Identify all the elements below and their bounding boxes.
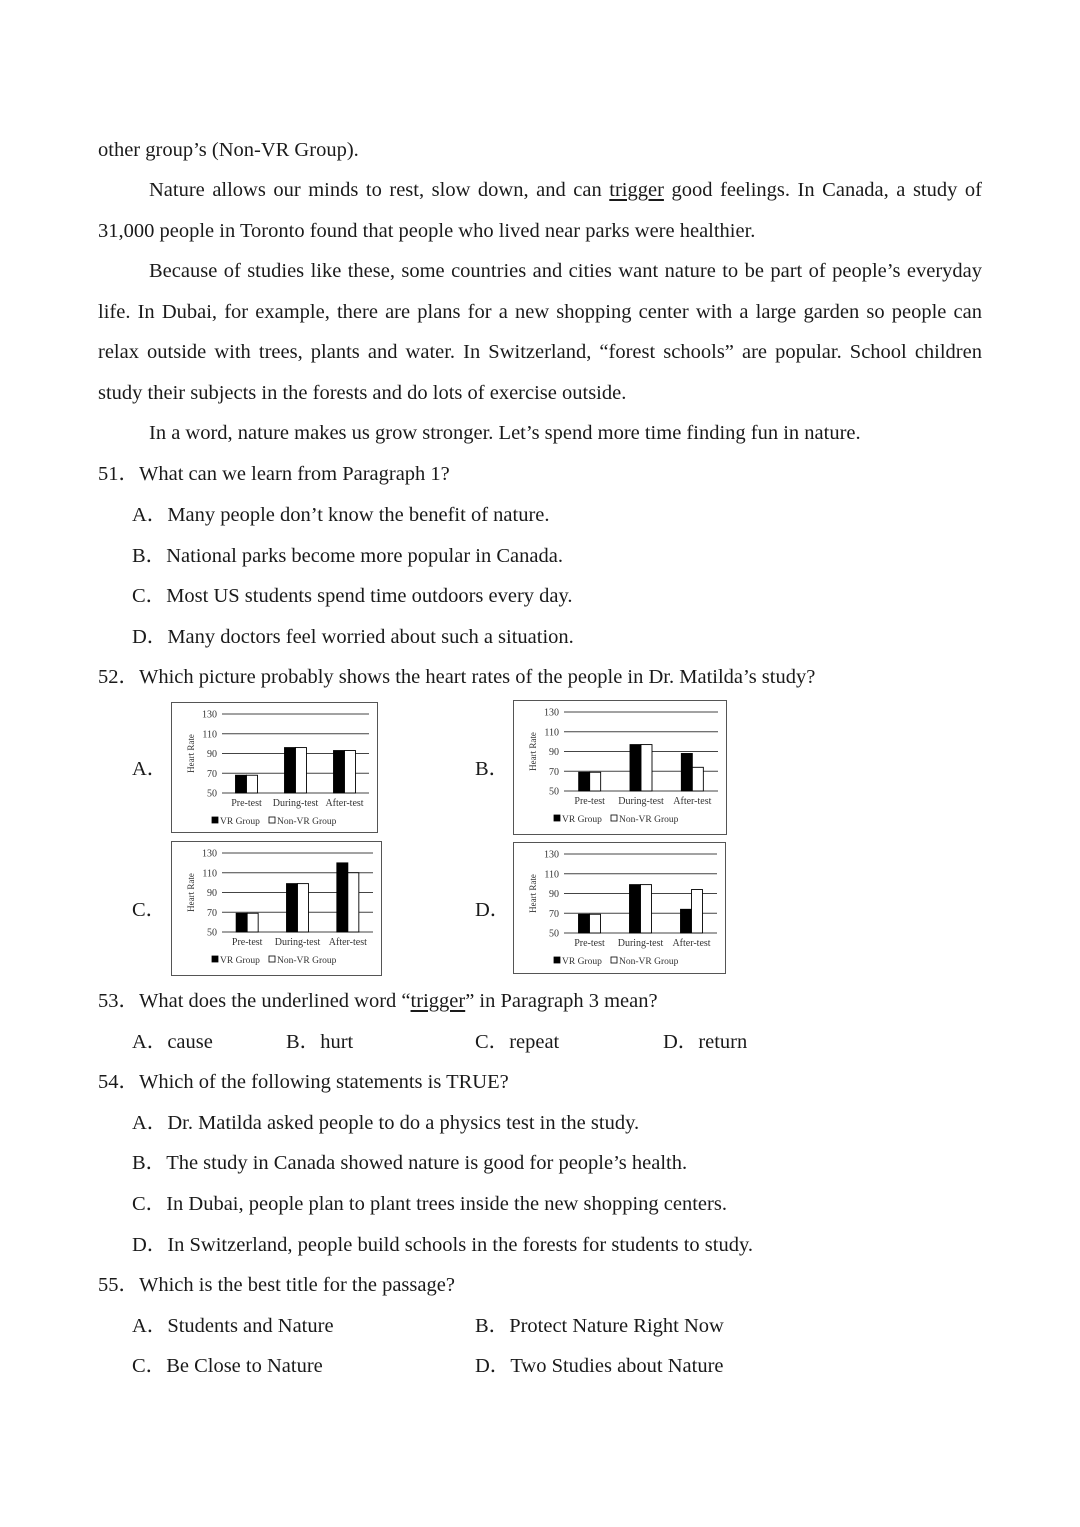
q53-option-b[interactable] (286, 1028, 353, 1056)
passage-paragraph-3 (98, 170, 982, 251)
bar-vr-after-test (337, 863, 348, 932)
bar-non-vr-pre-test (590, 772, 601, 791)
option-text: Most US students spend time outdoors every day. (166, 585, 573, 607)
bar-non-vr-pre-test (247, 913, 258, 932)
heart-rate-chart-b[interactable] (513, 700, 727, 835)
question-53 (98, 987, 658, 1015)
q51-option-b[interactable] (132, 542, 563, 570)
q53-option-a[interactable] (132, 1028, 213, 1056)
heart-rate-chart-a[interactable] (171, 702, 378, 833)
option-text: Many doctors feel worried about such a situation. (167, 626, 574, 648)
legend-swatch-non-vr (269, 817, 275, 823)
legend-swatch-vr (554, 957, 560, 963)
p3-text-before: Nature allows our minds to rest, slow down, and can (149, 179, 610, 201)
bar-vr-during-test (630, 745, 641, 791)
bar-non-vr-during-test (641, 745, 652, 791)
question-54 (98, 1068, 509, 1096)
passage-paragraph-end: other group’s (Non-VR Group). (98, 139, 359, 161)
option-letter: B． (132, 1152, 167, 1174)
p3-text-after: good feelings. In Canada, a study of 31,000 people in Toronto found that people who lived near parks were healthier. (98, 179, 982, 242)
option-text: cause (167, 1031, 213, 1053)
legend-swatch-non-vr (611, 957, 617, 963)
y-tick-label: 70 (207, 907, 217, 919)
q55-option-a[interactable] (132, 1312, 334, 1340)
y-axis-label: Heart Rate (528, 874, 538, 913)
question-52 (98, 663, 815, 691)
question-53-underlined-word: trigger (410, 990, 466, 1012)
x-tick-label: During-test (272, 798, 319, 809)
y-tick-label: 130 (544, 707, 559, 719)
option-text: Students and Nature (167, 1315, 334, 1337)
x-tick-label: During-test (618, 796, 664, 807)
q51-option-c[interactable] (132, 582, 573, 610)
y-axis-label: Heart Rate (186, 734, 196, 773)
bar-non-vr-after-test (692, 890, 703, 933)
option-letter: B． (286, 1031, 321, 1053)
heart-rate-chart-d[interactable] (513, 842, 726, 974)
question-51-text: What can we learn from Paragraph 1? (139, 463, 450, 485)
x-tick-label: Pre-test (574, 938, 605, 949)
legend-label-non-vr: Non-VR Group (619, 815, 679, 825)
bar-non-vr-during-test (298, 884, 309, 932)
option-letter: A． (132, 1112, 168, 1134)
chart-svg (514, 843, 725, 973)
chart-svg (172, 842, 381, 975)
x-tick-label: After-test (328, 937, 367, 948)
legend-swatch-non-vr (611, 815, 617, 821)
legend-swatch-non-vr (269, 956, 275, 962)
question-53-number: 53． (98, 990, 139, 1012)
option-text: Two Studies about Nature (510, 1355, 724, 1377)
question-51-number: 51． (98, 463, 139, 485)
q51-option-d[interactable] (132, 623, 574, 651)
question-53-text-after: ” in Paragraph 3 mean? (465, 990, 658, 1012)
x-tick-label: After-test (673, 796, 712, 807)
q53-option-d[interactable] (663, 1028, 747, 1056)
bar-vr-during-test (287, 884, 298, 932)
y-tick-label: 50 (207, 788, 217, 800)
bar-vr-during-test (630, 885, 641, 933)
y-axis-label: Heart Rate (186, 873, 196, 912)
bar-non-vr-pre-test (247, 775, 258, 793)
chart-option-letter-c[interactable]: C． (132, 899, 167, 921)
question-52-number: 52． (98, 666, 139, 688)
bar-vr-pre-test (236, 775, 247, 793)
x-tick-label: During-test (274, 937, 321, 948)
legend-label-non-vr: Non-VR Group (277, 817, 337, 827)
x-tick-label: After-test (325, 798, 364, 809)
q55-option-b[interactable] (475, 1312, 724, 1340)
question-51 (98, 460, 450, 488)
bar-non-vr-after-test (348, 873, 359, 932)
chart-svg (514, 701, 726, 834)
option-text: Protect Nature Right Now (509, 1315, 724, 1337)
passage-paragraph-5: In a word, nature makes us grow stronger. Let’s spend more time finding fun in nature. (149, 422, 861, 444)
question-55-number: 55． (98, 1274, 139, 1296)
y-tick-label: 90 (207, 749, 217, 760)
y-tick-label: 50 (207, 927, 217, 939)
legend-label-non-vr: Non-VR Group (619, 957, 679, 967)
option-letter: D． (663, 1031, 699, 1053)
question-55 (98, 1271, 455, 1299)
chart-svg (172, 703, 377, 832)
y-tick-label: 130 (544, 849, 559, 861)
heart-rate-chart-c[interactable] (171, 841, 382, 976)
legend-label-vr: VR Group (562, 957, 602, 967)
legend-label-vr: VR Group (220, 817, 260, 827)
chart-option-letter-b[interactable]: B． (475, 758, 510, 780)
option-letter: A． (132, 1031, 168, 1053)
option-text: Be Close to Nature (166, 1355, 323, 1377)
option-text: Many people don’t know the benefit of nature. (167, 504, 550, 526)
option-letter: A． (132, 1315, 168, 1337)
q54-option-d[interactable] (132, 1231, 753, 1259)
legend-label-vr: VR Group (562, 815, 602, 825)
q54-option-a[interactable] (132, 1109, 639, 1137)
q55-option-d[interactable] (475, 1352, 724, 1380)
q53-option-c[interactable] (475, 1028, 559, 1056)
legend-swatch-vr (212, 956, 218, 962)
q51-option-a[interactable] (132, 501, 550, 529)
y-tick-label: 110 (202, 868, 217, 880)
bar-vr-after-test (334, 751, 345, 793)
option-text: The study in Canada showed nature is good for people’s health. (166, 1152, 688, 1174)
y-tick-label: 110 (202, 729, 217, 741)
y-tick-label: 90 (207, 888, 217, 899)
option-text: Dr. Matilda asked people to do a physics test in the study. (167, 1112, 640, 1134)
y-tick-label: 110 (544, 869, 559, 881)
legend-label-vr: VR Group (220, 956, 260, 966)
x-tick-label: Pre-test (574, 796, 605, 807)
legend-swatch-vr (554, 815, 560, 821)
option-letter: B． (132, 545, 167, 567)
option-text: National parks become more popular in Canada. (166, 545, 563, 567)
option-letter: D． (132, 626, 168, 648)
y-tick-label: 50 (549, 928, 559, 940)
x-tick-label: After-test (672, 938, 711, 949)
option-letter: D． (132, 1234, 168, 1256)
option-text: In Dubai, people plan to plant trees inside the new shopping centers. (166, 1193, 727, 1215)
bar-non-vr-after-test (345, 751, 356, 793)
bar-vr-pre-test (579, 772, 590, 791)
y-tick-label: 130 (202, 848, 217, 860)
question-54-text: Which of the following statements is TRUE? (139, 1071, 509, 1093)
x-tick-label: Pre-test (231, 937, 263, 948)
option-letter: B． (475, 1315, 510, 1337)
bar-non-vr-during-test (641, 885, 652, 933)
y-tick-label: 70 (549, 766, 559, 778)
option-letter: D． (475, 1355, 511, 1377)
x-tick-label: During-test (617, 938, 664, 949)
y-tick-label: 90 (549, 747, 559, 758)
y-tick-label: 70 (207, 768, 217, 780)
option-letter: C． (132, 585, 167, 607)
y-tick-label: 90 (549, 889, 559, 900)
bar-vr-after-test (681, 753, 692, 791)
bar-non-vr-pre-test (590, 914, 601, 933)
y-tick-label: 130 (202, 709, 217, 721)
question-54-number: 54． (98, 1071, 139, 1093)
bar-vr-during-test (285, 748, 296, 793)
passage-paragraph-4: Because of studies like these, some countries and cities want nature to be part of people’s everyday life. In Dubai, for example, there are plans for a new shopping center with a large garden so people can relax outside with trees, plants and water. In Switzerland, “forest schools” are popular. School children study their subjects in the forests and do lots of exercise outside. (98, 260, 982, 404)
legend-label-non-vr: Non-VR Group (277, 956, 337, 966)
option-letter: C． (132, 1355, 167, 1377)
bar-non-vr-after-test (692, 767, 703, 791)
option-letter: C． (132, 1193, 167, 1215)
chart-option-letter-d[interactable]: D． (475, 899, 511, 921)
option-letter: C． (475, 1031, 510, 1053)
bar-vr-after-test (681, 909, 692, 933)
option-text: repeat (509, 1031, 560, 1053)
bar-non-vr-during-test (296, 748, 307, 793)
chart-option-letter-a[interactable]: A． (132, 758, 168, 780)
option-letter: A． (132, 504, 168, 526)
option-text: return (698, 1031, 748, 1053)
question-53-text-before: What does the underlined word “ (139, 990, 411, 1012)
question-55-text: Which is the best title for the passage? (139, 1274, 455, 1296)
q55-option-c[interactable] (132, 1352, 323, 1380)
legend-swatch-vr (212, 817, 218, 823)
bar-vr-pre-test (236, 913, 247, 932)
option-text: In Switzerland, people build schools in the forests for students to study. (167, 1234, 753, 1256)
x-tick-label: Pre-test (231, 798, 262, 809)
question-52-text: Which picture probably shows the heart rates of the people in Dr. Matilda’s study? (139, 666, 816, 688)
y-tick-label: 50 (549, 786, 559, 798)
y-tick-label: 110 (544, 727, 559, 739)
q54-option-c[interactable] (132, 1190, 727, 1218)
q54-option-b[interactable] (132, 1149, 687, 1177)
underlined-word-trigger: trigger (609, 179, 664, 201)
bar-vr-pre-test (579, 914, 590, 933)
y-axis-label: Heart Rate (528, 732, 538, 771)
y-tick-label: 70 (549, 908, 559, 920)
option-text: hurt (320, 1031, 354, 1053)
